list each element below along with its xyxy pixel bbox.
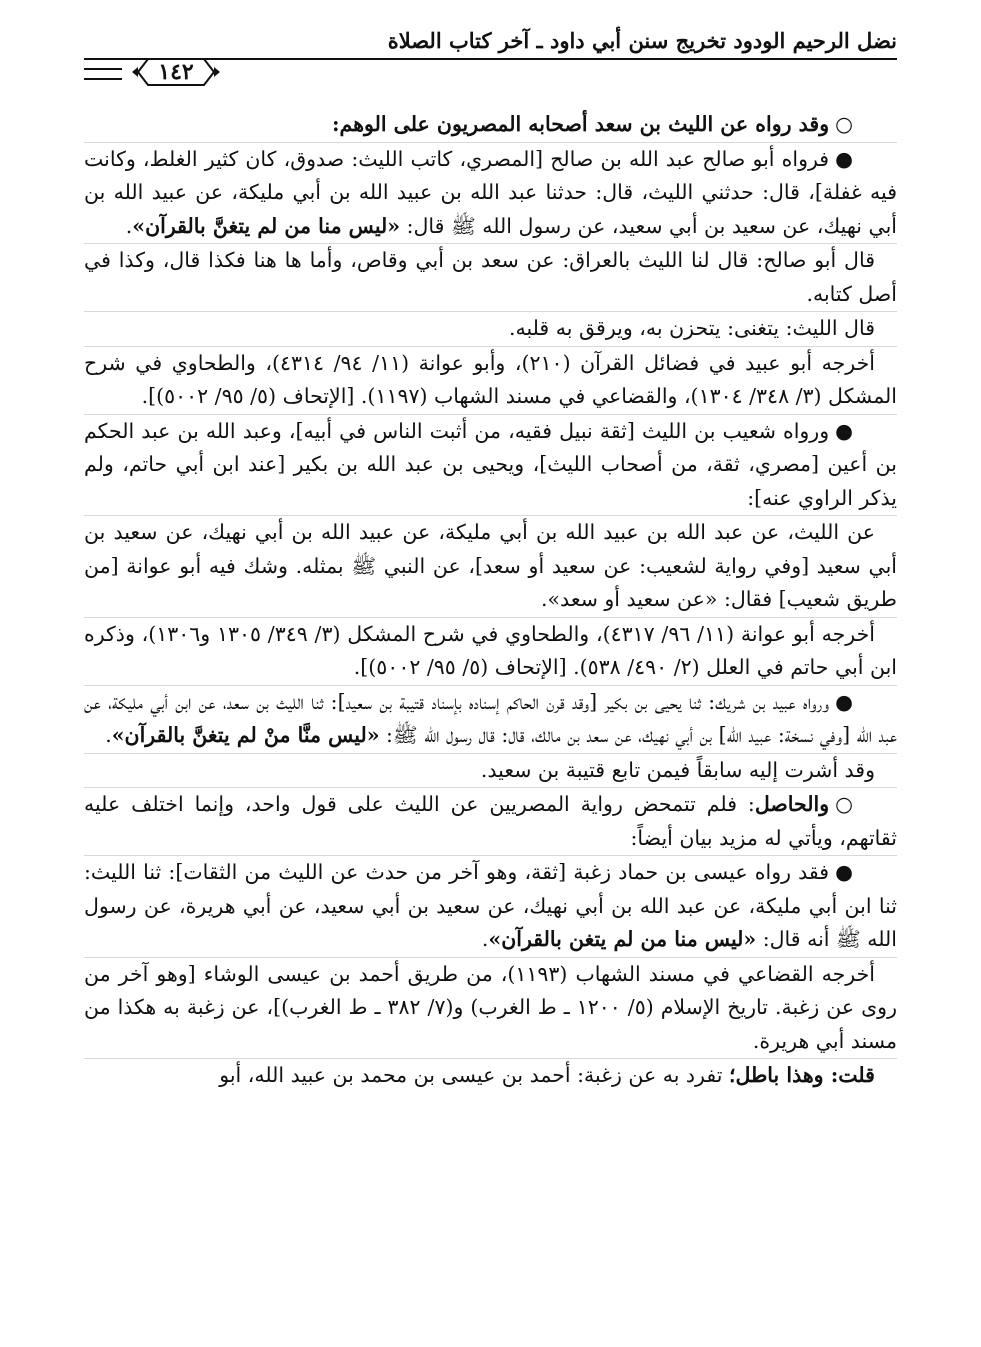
text-run: أخرجه أبو عوانة (١١/ ٩٦/ ٤٣١٧)، والطحاوي في شرح المشكل (٣/ ٣٤٩/ ١٣٠٥ و١٣٠٦)، وذكره ابن أبي حاتم في العلل (٢/ ٤٩٠/ ٥٣٨). [الإتحاف (٥/ ٩٥/ ٥٠٠٢)]. bbox=[84, 621, 897, 679]
text-run: . bbox=[105, 723, 112, 747]
text-run: : فلم تتمحض رواية المصريين عن الليث على قول واحد، وإنما اختلف عليه ثقاتهم، ويأتي له مزيد بيان أيضاً: bbox=[84, 792, 897, 850]
text-run: تفرد به عن زغبة: أحمد بن عيسى بن محمد بن عبيد الله، أبو bbox=[219, 1063, 729, 1087]
text-run: ورواه عبيد بن شريك: ثنا يحيى بن بكير [وقد قرن الحاكم إسناده بإسناد قتيبة بن سعيد]: ثنا الليث بن سعد، عن ابن أبي مليكة، عن عبد الله [وفي نسخة: عبيد الله] بن أبي نهيك، عن سعد بن مالك، قال: قال رسول الله ﷺ: bbox=[84, 689, 897, 747]
bullet-hollow-icon: ○ bbox=[835, 792, 853, 816]
paragraph bbox=[84, 515, 897, 617]
bullet-filled-icon: ● bbox=[835, 146, 853, 171]
text-run: قال الليث: يتغنى: يتحزن به، ويرقق به قلبه. bbox=[508, 316, 875, 340]
paragraph bbox=[84, 753, 897, 788]
text-run: أخرجه القضاعي في مسند الشهاب (١١٩٣)، من طريق أحمد بن عيسى الوشاء [وهو آخر من روى عن زغبة. تاريخ الإسلام (٥/ ١٢٠٠ ـ ط الغرب) و(٧/ ٣٨٢ ـ ط الغرب)]، عن زغبة به هكذا من مسند أبي هريرة. bbox=[84, 961, 897, 1053]
text-run: عن الليث، عن عبد الله بن عبيد الله بن أبي مليكة، عن عبيد الله بن أبي نهيك، عن سعيد بن أبي سعيد [وفي رواية لشعيب: عن سعيد أو سعد]، عن النبي ﷺ بمثله. وشك فيه أبو عوانة [من طريق شعيب] فقال: «عن سعيد أو سعد». bbox=[84, 520, 897, 611]
page-number-ornament bbox=[84, 58, 234, 98]
paragraph bbox=[84, 855, 897, 957]
paragraph bbox=[84, 1058, 897, 1093]
running-header bbox=[84, 24, 897, 86]
bullet-filled-icon: ● bbox=[835, 860, 853, 884]
paragraph bbox=[84, 311, 897, 346]
bold-text: وقد رواه عن الليث بن سعد أصحابه المصريون على الوهم: bbox=[331, 112, 830, 136]
paragraph bbox=[84, 108, 897, 142]
text-run: أخرجه أبو عبيد في فضائل القرآن (٢١٠)، وأبو عوانة (١١/ ٩٤/ ٤٣١٤)، والطحاوي في شرح المشكل (٣/ ٣٤٨/ ١٣٠٤)، والقضاعي في مسند الشهاب (١١٩٧). [الإتحاف (٥/ ٩٥/ ٥٠٠٢)]. bbox=[84, 350, 897, 408]
paragraph bbox=[84, 142, 897, 244]
bullet-hollow-icon: ○ bbox=[835, 112, 853, 136]
paragraph bbox=[84, 346, 897, 414]
text-run: قال أبو صالح: قال لنا الليث بالعراق: عن سعد بن أبي وقاص، وأما ها هنا فكذا قال، وكذا في أصل كتابه. bbox=[84, 248, 897, 306]
text-run: وقد أشرت إليه سابقاً فيمن تابع قتيبة بن سعيد. bbox=[480, 757, 875, 782]
bold-text: «ليس منا من لم يتغنَّ بالقرآن» bbox=[132, 213, 401, 238]
header-title: نضل الرحيم الودود تخريج سنن أبي داود ـ آخر كتاب الصلاة bbox=[387, 28, 897, 53]
page-number-badge bbox=[130, 55, 222, 89]
text-run: فرواه أبو صالح عبد الله بن صالح [المصري، كاتب الليث: صدوق، كان كثير الغلط، وكانت فيه غفلة]، قال: حدثني الليث، قال: حدثنا عبد الله بن عبيد الله بن أبي مليكة، عن عبيد الله بن أبي نهيك، عن سعيد بن أبي سعيد، عن رسول الله ﷺ قال: bbox=[84, 146, 897, 238]
text-run: فقد رواه عيسى بن حماد زغبة [ثقة، وهو آخر من حدث عن الليث من الثقات]: ثنا الليث: ثنا ابن أبي مليكة، عن عبد الله بن أبي نهيك، عن سعيد بن أبي سعيد، عن أبي هريرة، عن رسول الله ﷺ أنه قال: bbox=[84, 860, 897, 951]
bullet-filled-icon: ● bbox=[835, 689, 853, 714]
bold-text: قلت: وهذا باطل؛ bbox=[728, 1063, 875, 1087]
bullet-filled-icon: ● bbox=[835, 418, 853, 443]
text-run: . bbox=[481, 927, 489, 951]
paragraph bbox=[84, 414, 897, 516]
paragraph bbox=[84, 787, 897, 855]
bold-text: «ليس منَّا منْ لم يتغنَّ بالقرآن» bbox=[111, 723, 380, 747]
page-body bbox=[84, 108, 897, 1093]
bold-text: والحاصل bbox=[754, 792, 830, 816]
page-number: ١٤٢ bbox=[158, 59, 194, 85]
paragraph bbox=[84, 957, 897, 1059]
paragraph bbox=[84, 243, 897, 311]
text-run: . bbox=[125, 213, 133, 238]
ornament-double-rule bbox=[84, 68, 122, 80]
text-run: ورواه شعيب بن الليث [ثقة نبيل فقيه، من أثبت الناس في أبيه]، وعبد الله بن عبد الحكم بن أعين [مصري، ثقة، من أصحاب الليث]، ويحيى بن عبد الله بن بكير [عند ابن أبي حاتم، ولم يذكر الراوي عنه]: bbox=[84, 418, 897, 510]
bold-text: «ليس منا من لم يتغن بالقرآن» bbox=[488, 927, 757, 951]
paragraph bbox=[84, 685, 897, 753]
paragraph bbox=[84, 617, 897, 685]
